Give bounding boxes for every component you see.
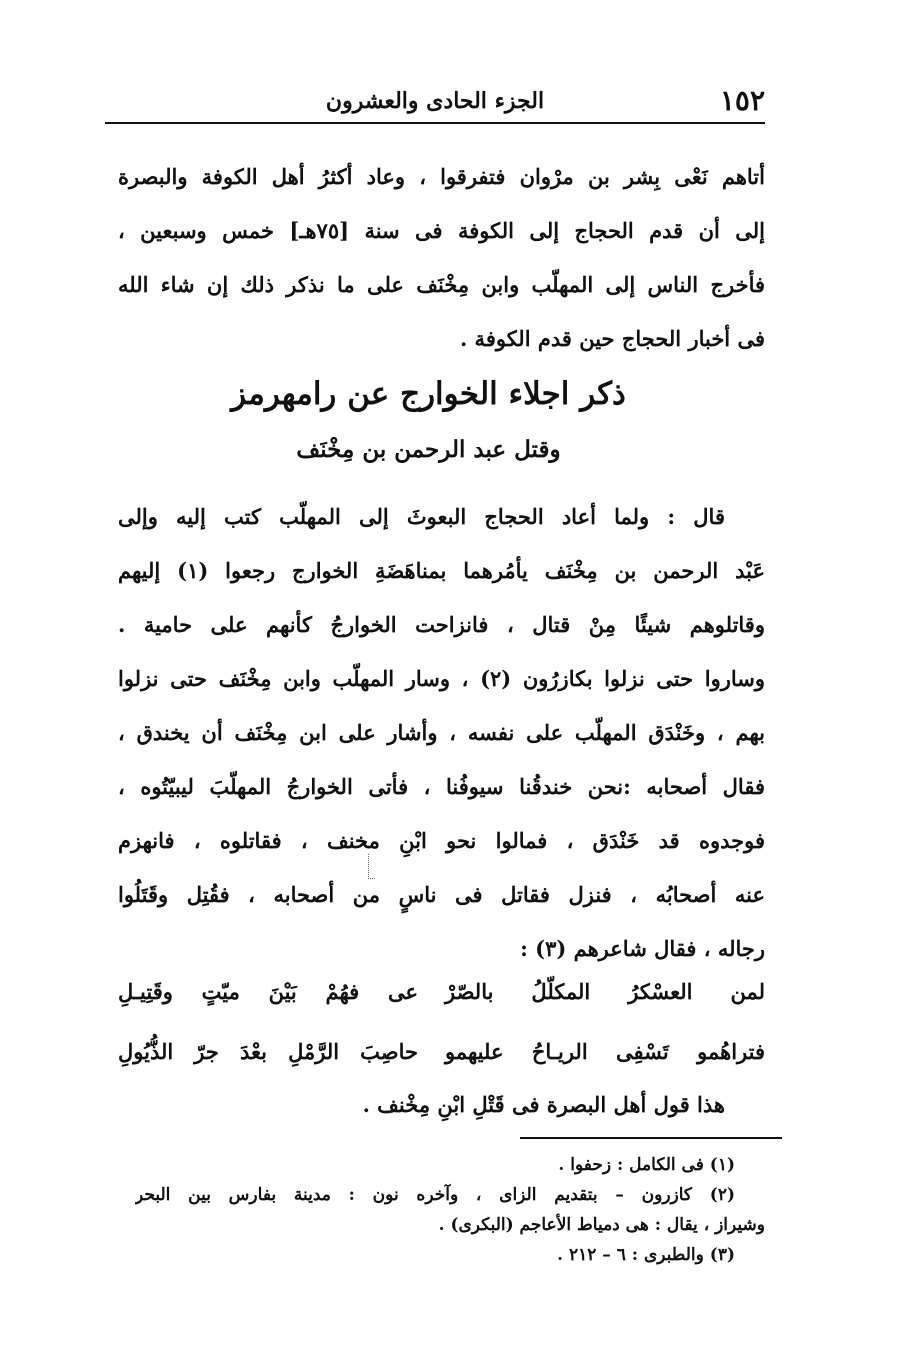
footnote-divider [520,1137,782,1139]
text-line: فوجدوه قد خَنْدَق ، فمالوا نحو ابْنِ مخنف ، فقاتلوه ، فانهزم [118,828,765,853]
text-line: قال : ولما أعاد الحجاج البعوثَ إلى المهلّب كتب إليه وإلى [118,504,725,529]
text-line: أتاهم نَعْى بِشر بن مرْوان فتفرقوا ، وعاد أكثرُ أهل الكوفة والبصرة [118,164,765,189]
text-line: وساروا حتى نزلوا بكازرُون (٢) ، وسار المهلّب وابن مِخْنَف حتى نزلوا [118,666,765,691]
poem [118,962,765,1082]
running-header [105,78,765,124]
verse-first-hemistich: فتراهُمو تَسْفِى الريـاحُ عليهمو [445,1039,765,1064]
verse-second-hemistich: عى فهُمْ بَيْنَ ميّتٍ وقَتِيـلِ [118,979,418,1004]
poem-verse [118,1022,765,1082]
text-line: وقاتلوهم شيئًا مِنْ قتال ، فانزاحت الخوارجُ كأنهم على حامية . [118,612,765,637]
text-line: إلى أن قدم الحجاج إلى الكوفة فى سنة [٧٥هـ] خمس وسبعين ، [118,218,765,243]
footnote: (٣) والطبرى : ٦ – ٢١٢ . [557,1245,735,1265]
text-line: فى أخبار الحجاج حين قدم الكوفة . [459,326,765,351]
print-mark [368,854,375,879]
intro-paragraph [118,150,765,366]
page-number: ١٥٢ [719,84,765,117]
text-line: فقال أصحابه :نحن خندقُنا سيوفُنا ، فأتى الخوارجُ المهلّبَ ليبيّتُوه ، [118,774,765,799]
footnote: (١) فى الكامل : زحفوا . [558,1155,735,1175]
text-line: عَبْد الرحمن بن مِخْنَف يأمُرهما بمناهَضَةِ الخوارج رجعوا (١) إليهم [118,558,765,583]
text-line: بهم ، وخَنْدَق المهلّب على نفسه ، وأشار على ابن مِخْنَف أن يخندق ، [118,720,765,745]
text-line: عنه أصحابُه ، فنزل فقاتل فى ناسٍ من أصحابه ، فقُتِل وقَتَلُوا [118,882,765,907]
poem-verse [118,962,765,1022]
footnote: (٢) كازرون – بتقديم الزاى ، وآخره نون : مدينة بفارس بين البحر [135,1185,735,1205]
text-line: فأخرج الناس إلى المهلّب وابن مِخْنَف على ما نذكر ذلك إن شاء الله [118,272,765,297]
section-subtitle: وقتل عبد الرحمن بن مِخْنَف [296,436,561,463]
poem-caption: هذا قول أهل البصرة فى قَتْلِ ابْنِ مِخْنف . [362,1092,725,1117]
footnotes [135,1150,765,1270]
body-paragraph [118,490,765,976]
running-header-title: الجزء الحادى والعشرون [325,88,545,114]
verse-first-hemistich: لمن العسْكرُ المكلّلُ بالصّرْ [445,979,765,1004]
verse-second-hemistich: حاصِبَ الرَّمْلِ بعْدَ جرّ الذُّيُولِ [118,1039,418,1064]
section-title: ذكر اجلاء الخوارج عن رامهرمز [231,376,626,412]
footnote-continuation: وشيراز ، يقال : هى دمياط الأعاجم (البكرى) . [438,1215,765,1235]
text-line: رجاله ، فقال شاعرهم (٣) : [520,936,765,961]
